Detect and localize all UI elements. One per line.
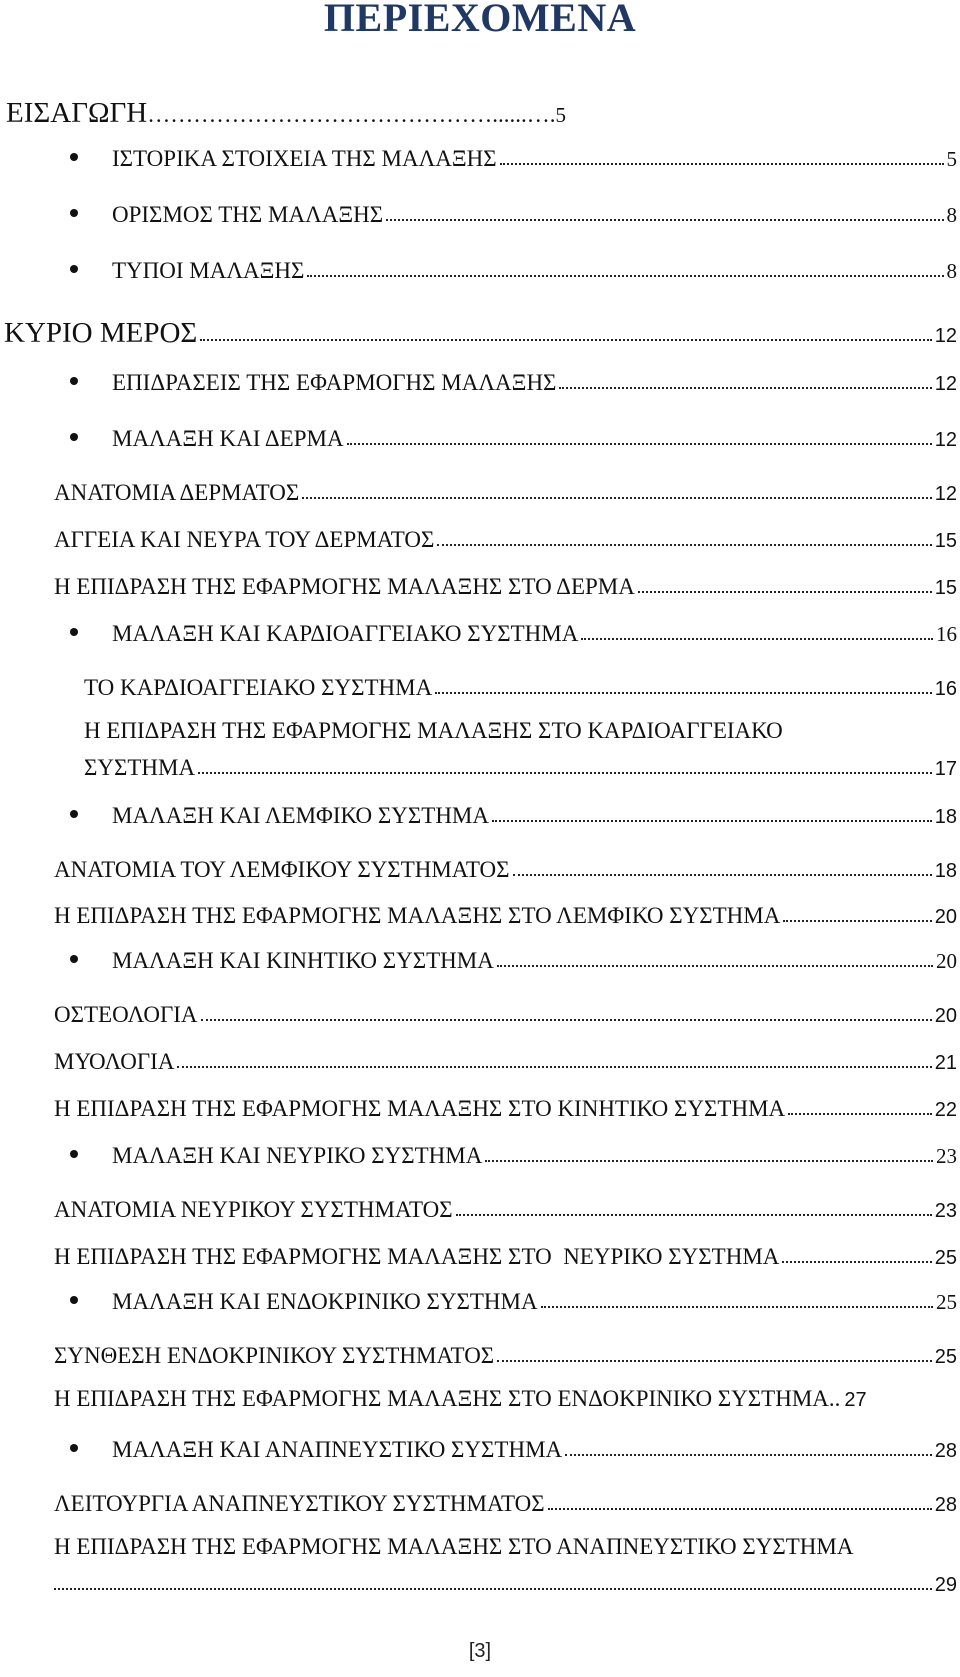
toc-entry-page: 20 (934, 1005, 957, 1027)
toc-entry-page: 18 (934, 860, 957, 882)
bullet-icon (70, 955, 78, 963)
bullet-icon (70, 153, 78, 161)
toc-entry-label: Η ΕΠΙΔΡΑΣΗ ΤΗΣ ΕΦΑΡΜΟΓΗΣ ΜΑΛΑΞΗΣ ΣΤΟ ΕΝΔΟΚΡΙΝΙΚΟ ΣΥΣΤΗΜΑ.. (54, 1386, 841, 1411)
toc-entry-label: ΤΟ ΚΑΡΔΙΟΑΓΓΕΙΑΚΟ ΣΥΣΤΗΜΑ (84, 675, 433, 700)
toc-entry[interactable] (112, 798, 957, 831)
toc-leader (548, 1485, 932, 1510)
toc-leader (198, 749, 932, 774)
toc-entry-label: ΑΝΑΤΟΜΙΑ ΔΕΡΜΑΤΟΣ (54, 480, 300, 505)
toc-entry-first-line[interactable] (84, 717, 957, 745)
toc-entry-label: ΑΝΑΤΟΜΙΑ ΝΕΥΡΙΚΟΥ ΣΥΣΤΗΜΑΤΟΣ (54, 1197, 453, 1222)
toc-entry-page: 12 (934, 429, 957, 451)
toc-leader (386, 196, 943, 221)
bullet-icon (70, 265, 78, 273)
toc-entry-page: 25 (934, 1247, 957, 1269)
toc-leader (500, 140, 944, 165)
toc-leader (497, 1337, 932, 1362)
toc-entry-label: ΜΑΛΑΞΗ ΚΑΙ ΚΑΡΔΙΟΑΓΓΕΙΑΚΟ ΣΥΣΤΗΜΑ (112, 621, 579, 646)
bullet-icon (70, 810, 78, 818)
toc-leader (437, 521, 931, 546)
toc-leader (347, 420, 932, 445)
toc-entry-page: 5 (555, 103, 566, 127)
toc-entry[interactable] (112, 1284, 957, 1316)
bullet-icon (70, 628, 78, 636)
toc-leader (302, 474, 931, 499)
toc-entry-leader: ………………………………………......…. (147, 102, 556, 127)
toc-entry[interactable] (54, 569, 957, 602)
toc-entry-page: 20 (936, 949, 957, 973)
toc-leader (581, 615, 933, 640)
toc-entry-page: 29 (934, 1574, 957, 1596)
toc-entry-page: 12 (934, 483, 957, 505)
toc-leader (783, 897, 931, 922)
toc-entry-label: ΣΥΝΘΕΣΗ ΕΝΔΟΚΡΙΝΙΚΟΥ ΣΥΣΤΗΜΑΤΟΣ (54, 1343, 495, 1368)
toc-entry[interactable] (112, 616, 957, 648)
toc-entry-label: ΚΥΡΙΟ ΜΕΡΟΣ (4, 317, 198, 349)
toc-leader (559, 364, 931, 389)
toc-entry[interactable] (112, 421, 957, 454)
toc-entry[interactable] (54, 997, 957, 1030)
toc-entry-label: Η ΕΠΙΔΡΑΣΗ ΤΗΣ ΕΦΑΡΜΟΓΗΣ ΜΑΛΑΞΗΣ ΣΤΟ ΑΝΑΠΝΕΥΣΤΙΚΟ ΣΥΣΤΗΜΑ (54, 1534, 854, 1559)
toc-entry-page: 22 (934, 1099, 957, 1121)
toc-entry-label: Η ΕΠΙΔΡΑΣΗ ΤΗΣ ΕΦΑΡΜΟΓΗΣ ΜΑΛΑΞΗΣ ΣΤΟ ΚΑΡΔΙΟΑΓΓΕΙΑΚΟ (84, 718, 783, 743)
toc-entry[interactable] (112, 943, 957, 975)
toc-entry-label: Η ΕΠΙΔΡΑΣΗ ΤΗΣ ΕΦΑΡΜΟΓΗΣ ΜΑΛΑΞΗΣ ΣΤΟ ΝΕΥΡΙΚΟ ΣΥΣΤΗΜΑ (54, 1244, 780, 1269)
toc-leader (54, 1565, 932, 1590)
toc-entry-label: ΤΥΠΟΙ ΜΑΛΑΞΗΣ (112, 258, 305, 283)
toc-leader (513, 851, 932, 876)
toc-entry[interactable] (112, 1432, 957, 1465)
toc-entry[interactable] (54, 1044, 957, 1077)
toc-entry[interactable] (54, 1192, 957, 1225)
toc-leader (307, 252, 943, 277)
toc-entry[interactable] (54, 898, 957, 931)
toc-leader (201, 996, 932, 1021)
toc-entry-page: 25 (934, 1346, 957, 1368)
bullet-icon (70, 1444, 78, 1452)
toc-leader (497, 942, 933, 967)
toc-entry-page: 12 (934, 325, 957, 347)
toc-entry-page: 18 (934, 806, 957, 828)
toc-entry-label: ΣΥΣΤΗΜΑ (84, 755, 196, 780)
toc-entry-first-line[interactable] (54, 1533, 957, 1561)
bullet-icon (70, 433, 78, 441)
toc-entry-page: 27 (844, 1389, 867, 1411)
toc-entry-page: 25 (936, 1290, 957, 1314)
toc-leader (456, 1191, 932, 1216)
toc-entry-page: 23 (934, 1200, 957, 1222)
toc-entry-label: ΜΑΛΑΞΗ ΚΑΙ ΚΙΝΗΤΙΚΟ ΣΥΣΤΗΜΑ (112, 948, 494, 973)
toc-entry-label: ΜΑΛΑΞΗ ΚΑΙ ΔΕΡΜΑ (112, 426, 344, 451)
toc-entry-page: 28 (934, 1440, 957, 1462)
bullet-icon (70, 377, 78, 385)
toc-entry-label: ΜΑΛΑΞΗ ΚΑΙ ΝΕΥΡΙΚΟ ΣΥΣΤΗΜΑ (112, 1143, 483, 1168)
toc-entry-label: Η ΕΠΙΔΡΑΣΗ ΤΗΣ ΕΦΑΡΜΟΓΗΣ ΜΑΛΑΞΗΣ ΣΤΟ ΚΙΝΗΤΙΚΟ ΣΥΣΤΗΜΑ (54, 1096, 786, 1121)
toc-entry[interactable] (54, 1338, 957, 1371)
page-number: [3] (468, 1640, 492, 1662)
toc-entry-page: 16 (936, 622, 957, 646)
toc-entry[interactable] (84, 750, 957, 783)
toc-entry[interactable] (54, 1239, 957, 1272)
toc-entry[interactable] (112, 253, 957, 285)
toc-entry-label: ΙΣΤΟΡΙΚΑ ΣΤΟΙΧΕΙΑ ΤΗΣ ΜΑΛΑΞΗΣ (112, 146, 497, 171)
toc-entry-page: 16 (934, 678, 957, 700)
toc-entry-page: 23 (936, 1144, 957, 1168)
toc-entry[interactable] (54, 1566, 957, 1599)
toc-entry-page: 20 (934, 906, 957, 928)
toc-entry-label: ΜΑΛΑΞΗ ΚΑΙ ΕΝΔΟΚΡΙΝΙΚΟ ΣΥΣΤΗΜΑ (112, 1289, 538, 1314)
toc-entry-label: ΜΑΛΑΞΗ ΚΑΙ ΛΕΜΦΙΚΟ ΣΥΣΤΗΜΑ (112, 803, 489, 828)
toc-leader (492, 797, 932, 822)
toc-entry[interactable] (54, 522, 957, 555)
toc-entry[interactable] (112, 1138, 957, 1170)
toc-entry-page: 8 (946, 259, 957, 283)
bullet-icon (70, 1150, 78, 1158)
toc-entry-label: ΕΠΙΔΡΑΣΕΙΣ ΤΗΣ ΕΦΑΡΜΟΓΗΣ ΜΑΛΑΞΗΣ (112, 370, 557, 395)
page-title: ΠΕΡΙΕΧΟΜΕΝΑ (323, 0, 637, 40)
toc-entry[interactable] (84, 670, 957, 703)
toc-leader (435, 669, 932, 694)
toc-entry-label: ΜΥΟΛΟΓΙΑ (54, 1049, 175, 1074)
toc-leader (565, 1431, 932, 1456)
toc-entry-label: Η ΕΠΙΔΡΑΣΗ ΤΗΣ ΕΦΑΡΜΟΓΗΣ ΜΑΛΑΞΗΣ ΣΤΟ ΛΕΜΦΙΚΟ ΣΥΣΤΗΜΑ (54, 903, 781, 928)
toc-entry-label: ΟΣΤΕΟΛΟΓΙΑ (54, 1002, 198, 1027)
toc-leader (541, 1283, 933, 1308)
toc-entry-label: Η ΕΠΙΔΡΑΣΗ ΤΗΣ ΕΦΑΡΜΟΓΗΣ ΜΑΛΑΞΗΣ ΣΤΟ ΔΕΡΜΑ (54, 574, 635, 599)
toc-entry-page: 12 (934, 373, 957, 395)
bullet-icon (70, 1296, 78, 1304)
toc-leader (638, 568, 932, 593)
toc-entry-page: 5 (946, 147, 957, 171)
toc-entry-page: 15 (934, 577, 957, 599)
toc-leader (782, 1238, 931, 1263)
toc-entry[interactable] (54, 1091, 957, 1124)
toc-entry-label: ΕΙΣΑΓΩΓΗ (6, 97, 148, 129)
toc-entry[interactable] (54, 1486, 957, 1519)
toc-entry[interactable] (54, 475, 957, 508)
toc-entry[interactable] (6, 96, 892, 132)
toc-entry[interactable] (112, 197, 957, 229)
bullet-icon (70, 209, 78, 217)
toc-leader (200, 310, 931, 341)
toc-leader (177, 1043, 931, 1068)
toc-entry[interactable] (54, 1385, 957, 1414)
toc-entry[interactable] (4, 311, 957, 353)
toc-entry[interactable] (112, 141, 957, 173)
toc-entry-page: 28 (934, 1494, 957, 1516)
toc-entry[interactable] (112, 365, 957, 398)
toc-entry-page: 8 (946, 203, 957, 227)
toc-entry-page: 21 (934, 1052, 957, 1074)
toc-leader (788, 1090, 932, 1115)
toc-entry-page: 15 (934, 530, 957, 552)
toc-entry-label: ΑΓΓΕΙΑ ΚΑΙ ΝΕΥΡΑ ΤΟΥ ΔΕΡΜΑΤΟΣ (54, 527, 435, 552)
toc-leader (485, 1137, 933, 1162)
toc-entry-label: ΟΡΙΣΜΟΣ ΤΗΣ ΜΑΛΑΞΗΣ (112, 202, 384, 227)
toc-entry-label: ΑΝΑΤΟΜΙΑ ΤΟΥ ΛΕΜΦΙΚΟΥ ΣΥΣΤΗΜΑΤΟΣ (54, 857, 510, 882)
toc-entry-label: ΜΑΛΑΞΗ ΚΑΙ ΑΝΑΠΝΕΥΣΤΙΚΟ ΣΥΣΤΗΜΑ (112, 1437, 563, 1462)
toc-entry[interactable] (54, 852, 957, 885)
toc-entry-label: ΛΕΙΤΟΥΡΓΙΑ ΑΝΑΠΝΕΥΣΤΙΚΟΥ ΣΥΣΤΗΜΑΤΟΣ (54, 1491, 545, 1516)
toc-entry-page: 17 (934, 758, 957, 780)
